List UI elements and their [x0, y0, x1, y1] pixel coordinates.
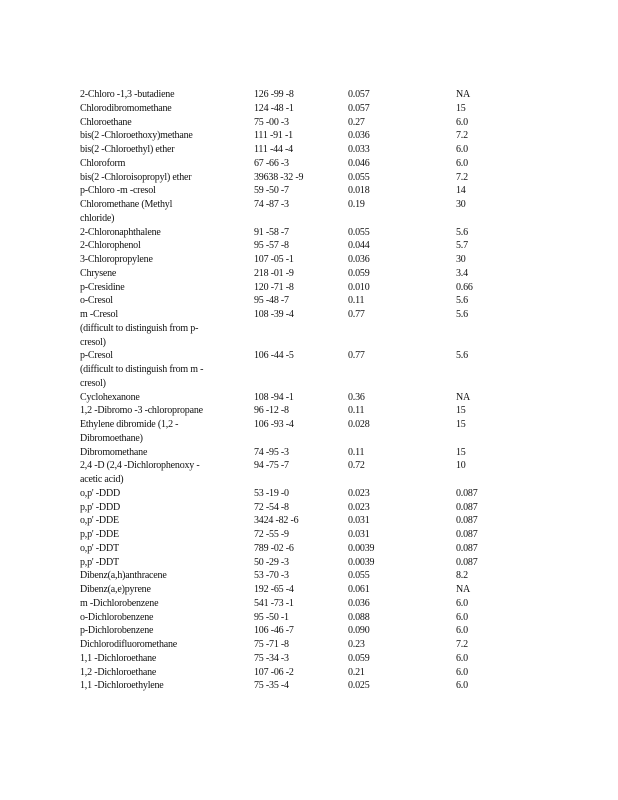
value-1: 0.11	[348, 295, 365, 307]
constituent-name: bis(2 -Chloroethoxy)methane	[80, 130, 193, 142]
table-row	[80, 542, 516, 556]
value-1: 0.057	[348, 102, 370, 114]
cas-number: 95 -50 -1	[254, 611, 289, 623]
table-row	[80, 679, 516, 693]
value-1: 0.19	[348, 199, 365, 210]
value-2: 14	[456, 185, 466, 197]
cas-number: 111 -91 -1	[254, 130, 293, 142]
value-2: 0.66	[456, 281, 473, 293]
constituent-name: p,p' -DDD	[80, 501, 120, 513]
table-row	[80, 116, 516, 130]
constituent-name: p-Chloro -m -cresol	[80, 185, 156, 197]
table-row	[80, 143, 516, 157]
constituent-name: o,p' -DDT	[80, 542, 119, 554]
cas-number: 107 -05 -1	[254, 254, 294, 265]
value-2: 6.0	[456, 144, 468, 155]
value-1: 0.057	[348, 89, 370, 100]
constituent-name: p,p' -DDT	[80, 556, 119, 568]
cas-number: 111 -44 -4	[254, 144, 293, 155]
constituent-name: o-Dichlorobenzene	[80, 611, 154, 623]
cas-number: 75 -71 -8	[254, 639, 289, 650]
table-row	[80, 418, 516, 446]
constituent-name: Dichlorodifluoromethane	[80, 639, 178, 650]
cas-number: 91 -58 -7	[254, 226, 289, 238]
value-2: 6.0	[456, 625, 468, 637]
value-1: 0.059	[348, 267, 370, 279]
value-1: 0.77	[348, 350, 365, 362]
value-1: 0.018	[348, 185, 370, 197]
value-2: 5.6	[456, 350, 468, 362]
constituent-name: Cyclohexanone	[80, 391, 140, 403]
value-2: NA	[456, 584, 471, 595]
value-1: 0.23	[348, 639, 365, 650]
value-2: 5.6	[456, 226, 468, 238]
constituent-name: 2,4 -D (2,4 -Dichlorophenoxy - acetic acid)	[80, 460, 200, 485]
table-row	[80, 184, 516, 198]
constituent-name: m -Dichlorobenzene	[80, 597, 159, 609]
constituent-name: Ethylene dibromide (1,2 - Dibromoethane)	[80, 419, 179, 444]
value-2: 5.6	[456, 295, 468, 307]
value-1: 0.036	[348, 597, 370, 609]
value-2: 7.2	[456, 130, 468, 142]
constituent-name: Chloroform	[80, 157, 126, 169]
value-1: 0.061	[348, 584, 370, 595]
value-2: 5.6	[456, 309, 468, 320]
constituent-table	[80, 88, 516, 693]
constituent-name: 1,1 -Dichloroethane	[80, 652, 157, 664]
table-row	[80, 624, 516, 638]
value-2: 10	[456, 460, 466, 472]
constituent-name: Chlorodibromomethane	[80, 102, 172, 114]
cas-number: 107 -06 -2	[254, 666, 294, 678]
value-2: 6.0	[456, 157, 468, 169]
cas-number: 126 -99 -8	[254, 89, 294, 100]
table-row	[80, 569, 516, 583]
value-1: 0.023	[348, 501, 370, 513]
cas-number: 95 -57 -8	[254, 240, 289, 252]
value-2: NA	[456, 391, 471, 403]
value-1: 0.11	[348, 446, 365, 458]
value-2: 0.087	[456, 542, 478, 554]
constituent-name: bis(2 -Chloroisopropyl) ether	[80, 171, 192, 183]
value-1: 0.036	[348, 254, 370, 265]
table-row	[80, 556, 516, 570]
cas-number: 67 -66 -3	[254, 157, 289, 169]
table-row	[80, 308, 516, 349]
value-1: 0.031	[348, 515, 370, 527]
cas-number: 108 -94 -1	[254, 391, 294, 403]
constituent-name: 1,2 -Dichloroethane	[80, 666, 157, 678]
cas-number: 95 -48 -7	[254, 295, 289, 307]
table-row	[80, 171, 516, 185]
table-row	[80, 88, 516, 102]
value-2: 0.087	[456, 501, 478, 513]
cas-number: 72 -55 -9	[254, 529, 289, 540]
cas-number: 106 -44 -5	[254, 350, 294, 362]
value-1: 0.046	[348, 157, 370, 169]
value-2: 15	[456, 102, 466, 114]
table-row	[80, 157, 516, 171]
value-1: 0.055	[348, 570, 370, 582]
value-1: 0.044	[348, 240, 370, 252]
table-body	[80, 88, 516, 693]
table-row	[80, 597, 516, 611]
value-1: 0.27	[348, 116, 365, 128]
constituent-name: 1,1 -Dichloroethylene	[80, 680, 164, 692]
value-1: 0.028	[348, 419, 370, 430]
cas-number: 59 -50 -7	[254, 185, 289, 197]
table-row	[80, 404, 516, 418]
table-row	[80, 102, 516, 116]
table-row	[80, 666, 516, 680]
value-2: 8.2	[456, 570, 468, 582]
value-2: 6.0	[456, 680, 468, 692]
constituent-name: 2-Chloronaphthalene	[80, 226, 161, 238]
cas-number: 108 -39 -4	[254, 309, 294, 320]
value-1: 0.21	[348, 666, 365, 678]
value-1: 0.088	[348, 611, 370, 623]
value-2: 30	[456, 199, 466, 210]
table-row	[80, 652, 516, 666]
value-2: 6.0	[456, 652, 468, 664]
cas-number: 3424 -82 -6	[254, 515, 299, 527]
cas-number: 39638 -32 -9	[254, 171, 304, 183]
value-2: 30	[456, 254, 466, 265]
table-row	[80, 281, 516, 295]
value-2: 15	[456, 405, 466, 417]
table-row	[80, 514, 516, 528]
value-2: 6.0	[456, 611, 468, 623]
value-2: 5.7	[456, 240, 468, 252]
table-row	[80, 294, 516, 308]
value-1: 0.033	[348, 144, 370, 155]
value-2: 15	[456, 446, 466, 458]
table-row	[80, 267, 516, 281]
constituent-name: Chrysene	[80, 267, 117, 279]
cas-number: 120 -71 -8	[254, 281, 294, 293]
cas-number: 192 -65 -4	[254, 584, 294, 595]
cas-number: 53 -19 -0	[254, 487, 289, 499]
value-2: 6.0	[456, 116, 468, 128]
value-1: 0.0039	[348, 542, 375, 554]
value-2: 15	[456, 419, 466, 430]
cas-number: 218 -01 -9	[254, 267, 294, 279]
table-row	[80, 459, 516, 487]
constituent-name: p-Dichlorobenzene	[80, 625, 154, 637]
table-row	[80, 583, 516, 597]
cas-number: 53 -70 -3	[254, 570, 289, 582]
value-1: 0.055	[348, 226, 370, 238]
value-2: 0.087	[456, 529, 478, 540]
cas-number: 74 -87 -3	[254, 199, 289, 210]
value-2: 3.4	[456, 267, 468, 279]
value-1: 0.031	[348, 529, 370, 540]
constituent-name: p-Cresol (difficult to distinguish from m - cresol)	[80, 350, 204, 389]
value-1: 0.059	[348, 652, 370, 664]
constituent-name: o,p' -DDD	[80, 487, 120, 499]
value-1: 0.010	[348, 281, 370, 293]
value-2: 7.2	[456, 171, 468, 183]
constituent-name: bis(2 -Chloroethyl) ether	[80, 144, 175, 155]
value-2: 6.0	[456, 666, 468, 678]
constituent-name: Chloromethane (Methyl chloride)	[80, 199, 173, 224]
table-row	[80, 487, 516, 501]
value-1: 0.023	[348, 487, 370, 499]
table-row	[80, 638, 516, 652]
table-row	[80, 226, 516, 240]
table-row	[80, 611, 516, 625]
table-row	[80, 501, 516, 515]
value-2: 7.2	[456, 639, 468, 650]
table-row	[80, 446, 516, 460]
constituent-name: Dibenz(a,h)anthracene	[80, 570, 167, 582]
cas-number: 124 -48 -1	[254, 102, 294, 114]
cas-number: 106 -46 -7	[254, 625, 294, 637]
table-row	[80, 129, 516, 143]
constituent-name: Dibromomethane	[80, 446, 148, 458]
value-2: 6.0	[456, 597, 468, 609]
value-2: 0.087	[456, 487, 478, 499]
constituent-name: o-Cresol	[80, 295, 113, 307]
cas-number: 50 -29 -3	[254, 556, 289, 568]
constituent-name: p,p' -DDE	[80, 529, 119, 540]
value-2: NA	[456, 89, 471, 100]
constituent-name: 3-Chloropropylene	[80, 254, 153, 265]
constituent-name: Chloroethane	[80, 116, 132, 128]
cas-number: 75 -34 -3	[254, 652, 289, 664]
constituent-name: 1,2 -Dibromo -3 -chloropropane	[80, 405, 203, 417]
cas-number: 94 -75 -7	[254, 460, 289, 472]
constituent-name: o,p' -DDE	[80, 515, 119, 527]
table-row	[80, 198, 516, 226]
cas-number: 96 -12 -8	[254, 405, 289, 417]
cas-number: 75 -00 -3	[254, 116, 289, 128]
cas-number: 789 -02 -6	[254, 542, 294, 554]
cas-number: 75 -35 -4	[254, 680, 289, 692]
value-1: 0.090	[348, 625, 370, 637]
table-row	[80, 391, 516, 405]
constituent-name: Dibenz(a,e)pyrene	[80, 584, 151, 595]
table-row	[80, 239, 516, 253]
table-row	[80, 253, 516, 267]
value-1: 0.055	[348, 171, 370, 183]
table-row	[80, 349, 516, 390]
constituent-name: 2-Chloro -1,3 -butadiene	[80, 89, 175, 100]
value-1: 0.36	[348, 391, 365, 403]
value-2: 0.087	[456, 556, 478, 568]
value-1: 0.77	[348, 309, 365, 320]
value-1: 0.11	[348, 405, 365, 417]
table-row	[80, 528, 516, 542]
value-2: 0.087	[456, 515, 478, 527]
constituent-name: 2-Chlorophenol	[80, 240, 141, 252]
value-1: 0.72	[348, 460, 365, 472]
constituent-name: p-Cresidine	[80, 281, 125, 293]
cas-number: 541 -73 -1	[254, 597, 294, 609]
cas-number: 74 -95 -3	[254, 446, 289, 458]
value-1: 0.025	[348, 680, 370, 692]
value-1: 0.0039	[348, 556, 375, 568]
cas-number: 106 -93 -4	[254, 419, 294, 430]
constituent-name: m -Cresol (difficult to distinguish from p- cresol)	[80, 309, 199, 348]
value-1: 0.036	[348, 130, 370, 142]
cas-number: 72 -54 -8	[254, 501, 289, 513]
